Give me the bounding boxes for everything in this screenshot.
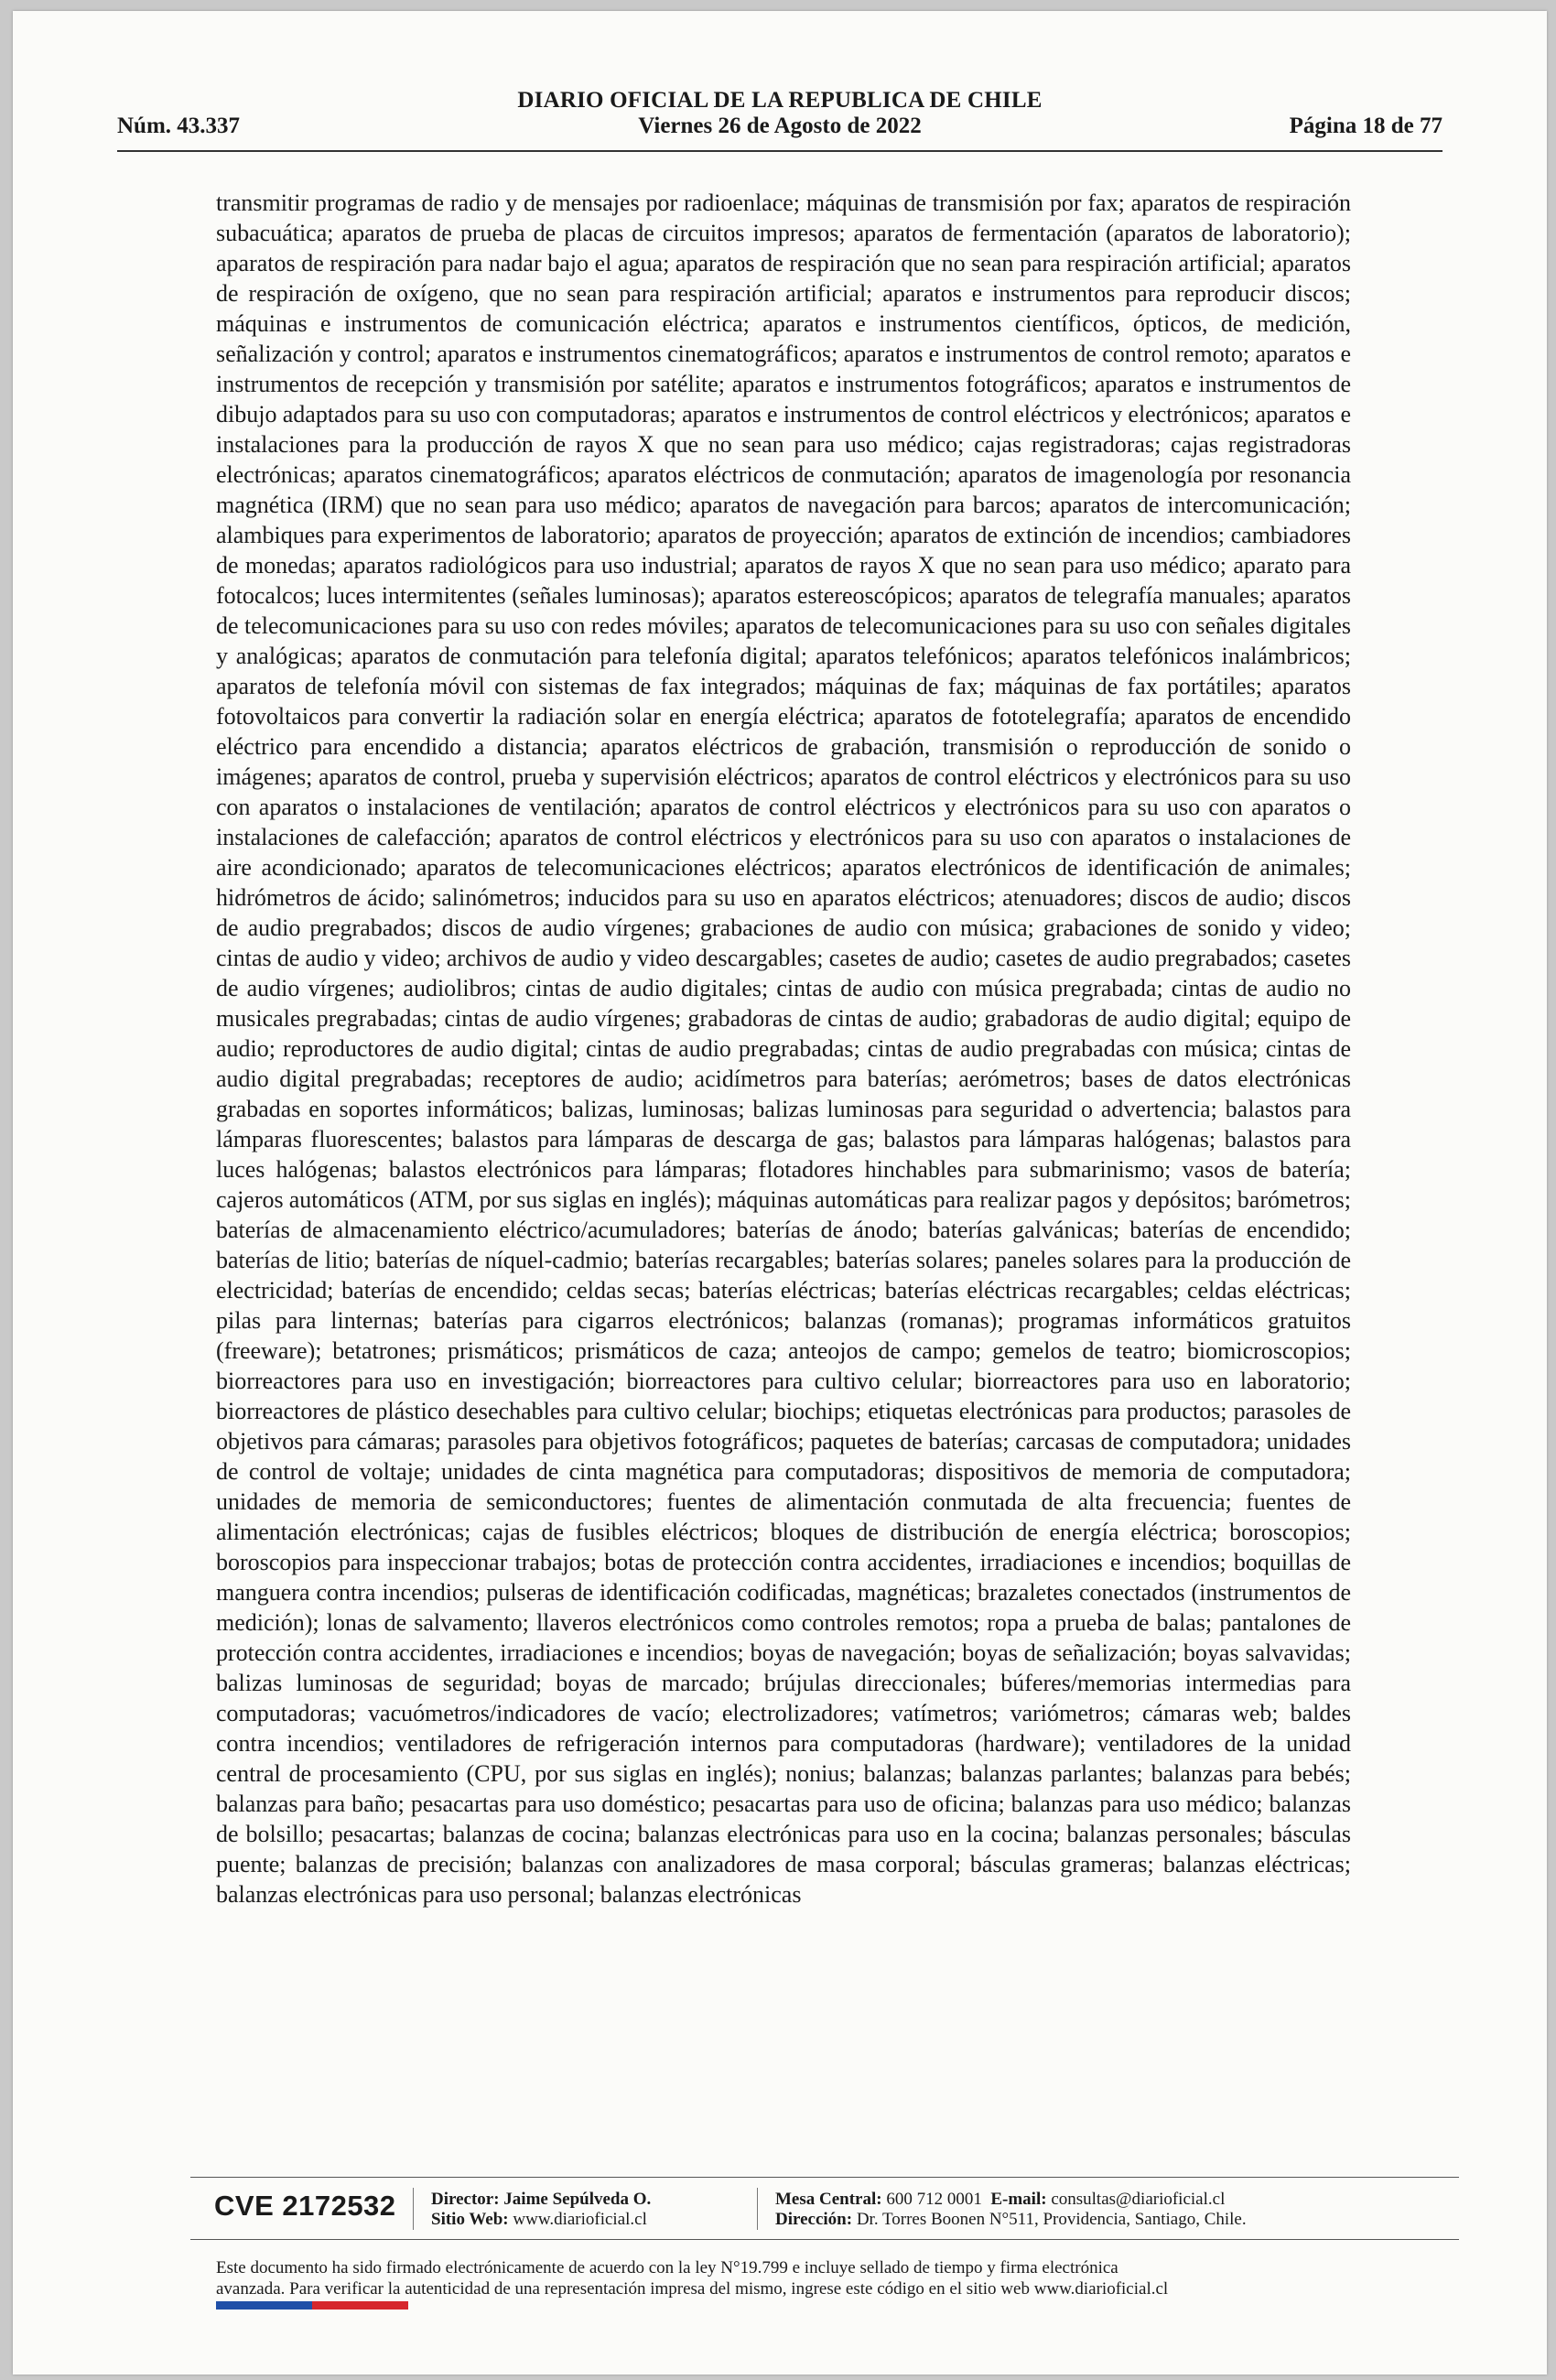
footer-separator <box>757 2188 758 2230</box>
issue-date: Viernes 26 de Agosto de 2022 <box>638 114 922 138</box>
flag-stripe-red <box>312 2301 408 2310</box>
newspaper-title: DIARIO OFICIAL DE LA REPUBLICA DE CHILE <box>517 88 1043 113</box>
legal-notice <box>216 2257 1406 2299</box>
page-header <box>117 77 1443 159</box>
cve-code: CVE 2172532 <box>214 2190 396 2222</box>
issue-number: Núm. 43.337 <box>117 114 241 138</box>
phone-label: Mesa Central: <box>775 2190 882 2209</box>
director-label: Director: <box>431 2190 500 2209</box>
legal-line: avanzada. Para verificar la autenticidad de una representación impresa del mismo, ingrese este código en el sitio web www.diarioficial.cl <box>216 2279 1169 2299</box>
legal-line: Este documento ha sido firmado electrónicamente de acuerdo con la ley N°19.799 e incluye sellado de tiempo y firma electrónica <box>216 2258 1118 2277</box>
address-label: Dirección: <box>775 2210 853 2229</box>
page-indicator: Página 18 de 77 <box>1289 114 1443 138</box>
email-label: E-mail: <box>990 2190 1047 2209</box>
body-paragraph: transmitir programas de radio y de mensajes por radioenlace; máquinas de transmisión por fax; aparatos de respiración subacuática; aparatos de prueba de placas de circuitos impresos; aparatos de fermentación (aparatos de laboratorio); aparatos de respiración para nadar bajo el agua; aparatos de respiración que no sean para respiración artificial; aparatos de respiración de oxígeno, que no sean para respiración artificial; aparatos e instrumentos para reproducir discos; máquinas e instrumentos de comunicación eléctrica; aparatos e instrumentos científicos, ópticos, de medición, señalización y control; aparatos e instrumentos cinematográficos; aparatos e instrumentos de control remoto; aparatos e instrumentos de recepción y transmisión por satélite; aparatos e instrumentos fotográficos; aparatos e instrumentos de dibujo adaptados para su uso con computadoras; aparatos e instrumentos de control eléctricos y electrónicos; aparatos e instalaciones para la producción de rayos X que no sean para uso médico; cajas registradoras; cajas registradoras electrónicas; aparatos cinematográficos; aparatos eléctricos de conmutación; aparatos de imagenología por resonancia magnética (IRM) que no sean para uso médico; aparatos de navegación para barcos; aparatos de intercomunicación; alambiques para experimentos de laboratorio; aparatos de proyección; aparatos de extinción de incendios; cambiadores de monedas; aparatos radiológicos para uso industrial; aparatos de rayos X que no sean para uso médico; aparato para fotocalcos; luces intermitentes (señales luminosas); aparatos estereoscópicos; aparatos de telegrafía manuales; aparatos de telecomunicaciones para su uso con redes móviles; aparatos de telecomunicaciones para su uso con señales digitales y analógicas; aparatos de conmutación para telefonía digital; aparatos telefónicos; aparatos telefónicos inalámbricos; aparatos de telefonía móvil con sistemas de fax integrados; máquinas de fax; máquinas de fax portátiles; aparatos fotovoltaicos para convertir la radiación solar en energía eléctrica; aparatos de fototelegrafía; aparatos de encendido eléctrico para encendido a distancia; aparatos eléctricos de grabación, transmisión o reproducción de sonido o imágenes; aparatos de control, prueba y supervisión eléctricos; aparatos de control eléctricos y electrónicos para su uso con aparatos o instalaciones de ventilación; aparatos de control eléctricos y electrónicos para su uso con aparatos o instalaciones de calefacción; aparatos de control eléctricos y electrónicos para su uso con aparatos o instalaciones de aire acondicionado; aparatos de telecomunicaciones eléctricos; aparatos electrónicos de identificación de animales; hidrómetros de ácido; salinómetros; inducidos para su uso en aparatos eléctricos; atenuadores; discos de audio; discos de audio pregrabados; discos de audio vírgenes; grabaciones de audio con música; grabaciones de sonido y video; cintas de audio y video; archivos de audio y video descargables; casetes de audio; casetes de audio pregrabados; casetes de audio vírgenes; audiolibros; cintas de audio digitales; cintas de audio con música pregrabada; cintas de audio no musicales pregrabadas; cintas de audio vírgenes; grabadoras de cintas de audio; grabadoras de audio digital; equipo de audio; reproductores de audio digital; cintas de audio pregrabadas; cintas de audio pregrabadas con música; cintas de audio digital pregrabadas; receptores de audio; acidímetros para baterías; aerómetros; bases de datos electrónicas grabadas en soportes informáticos; balizas, luminosas; balizas luminosas para seguridad o advertencia; balastos para lámparas fluorescentes; balastos para lámparas de descarga de gas; balastos para lámparas halógenas; balastos para luces halógenas; balastos electrónicos para lámparas; flotadores hinchables para submarinismo; vasos de batería; cajeros automáticos (ATM, por sus siglas en inglés); máquinas automáticas para realizar pagos y depósitos; barómetros; baterías de almacenamiento eléctrico/acumuladores; baterías de ánodo; baterías galvánicas; baterías de encendido; baterías de litio; baterías de níquel-cadmio; baterías recargables; baterías solares; paneles solares para la producción de electricidad; baterías de encendido; celdas secas; baterías eléctricas; baterías eléctricas recargables; celdas eléctricas; pilas para linternas; baterías para cigarros electrónicos; balanzas (romanas); programas informáticos gratuitos (freeware); betatrones; prismáticos; prismáticos de caza; anteojos de campo; gemelos de teatro; biomicroscopios; biorreactores para uso en investigación; biorreactores para cultivo celular; biorreactores para uso en laboratorio; biorreactores de plástico desechables para cultivo celular; biochips; etiquetas electrónicas para productos; parasoles de objetivos para cámaras; parasoles para objetivos fotográficos; paquetes de baterías; carcasas de computadora; unidades de control de voltaje; unidades de cinta magnética para computadoras; dispositivos de memoria de computadora; unidades de memoria de semiconductores; fuentes de alimentación conmutada de alta frecuencia; fuentes de alimentación electrónicas; cajas de fusibles eléctricos; bloques de distribución de energía eléctrica; boroscopios; boroscopios para inspeccionar trabajos; botas de protección contra accidentes, irradiaciones e incendios; boquillas de manguera contra incendios; pulseras de identificación codificadas, magnéticas; brazaletes conectados (instrumentos de medición); lonas de salvamento; llaveros electrónicos como controles remotos; ropa a prueba de balas; pantalones de protección contra accidentes, irradiaciones e incendios; boyas de navegación; boyas de señalización; boyas salvavidas; balizas luminosas de seguridad; boyas de marcado; brújulas direccionales; búferes/memorias intermedias para computadoras; vacuómetros/indicadores de vacío; electrolizadores; vatímetros; variómetros; cámaras web; baldes contra incendios; ventiladores de refrigeración internos para computadoras (hardware); ventiladores de la unidad central de procesamiento (CPU, por sus siglas en inglés); nonius; balanzas; balanzas parlantes; balanzas para bebés; balanzas para baño; pesacartas para uso doméstico; pesacartas para uso de oficina; balanzas para uso médico; balanzas de bolsillo; pesacartas; balanzas de cocina; balanzas electrónicas para uso en la cocina; balanzas personales; básculas puente; balanzas de precisión; balanzas con analizadores de masa corporal; básculas grameras; balanzas eléctricas; balanzas electrónicas para uso personal; balanzas electrónicas <box>216 189 1351 1908</box>
flag-stripe <box>216 2301 408 2310</box>
footer-divider-bottom <box>190 2239 1459 2240</box>
email-link[interactable]: consultas@diarioficial.cl <box>1051 2190 1226 2209</box>
footer-divider-top <box>190 2177 1459 2178</box>
footer-director-block <box>431 2190 651 2230</box>
phone-number: 600 712 0001 <box>886 2190 982 2209</box>
flag-stripe-blue <box>216 2301 312 2310</box>
page-sheet <box>13 11 1547 2375</box>
footer-separator <box>413 2188 414 2230</box>
header-divider <box>117 150 1443 152</box>
footer-contact-block <box>775 2190 1247 2230</box>
address-text: Dr. Torres Boonen N°511, Providencia, Santiago, Chile. <box>856 2210 1247 2229</box>
website-link[interactable]: www.diarioficial.cl <box>513 2210 647 2229</box>
website-label: Sitio Web: <box>431 2210 509 2229</box>
director-name: Jaime Sepúlveda O. <box>503 2190 652 2209</box>
